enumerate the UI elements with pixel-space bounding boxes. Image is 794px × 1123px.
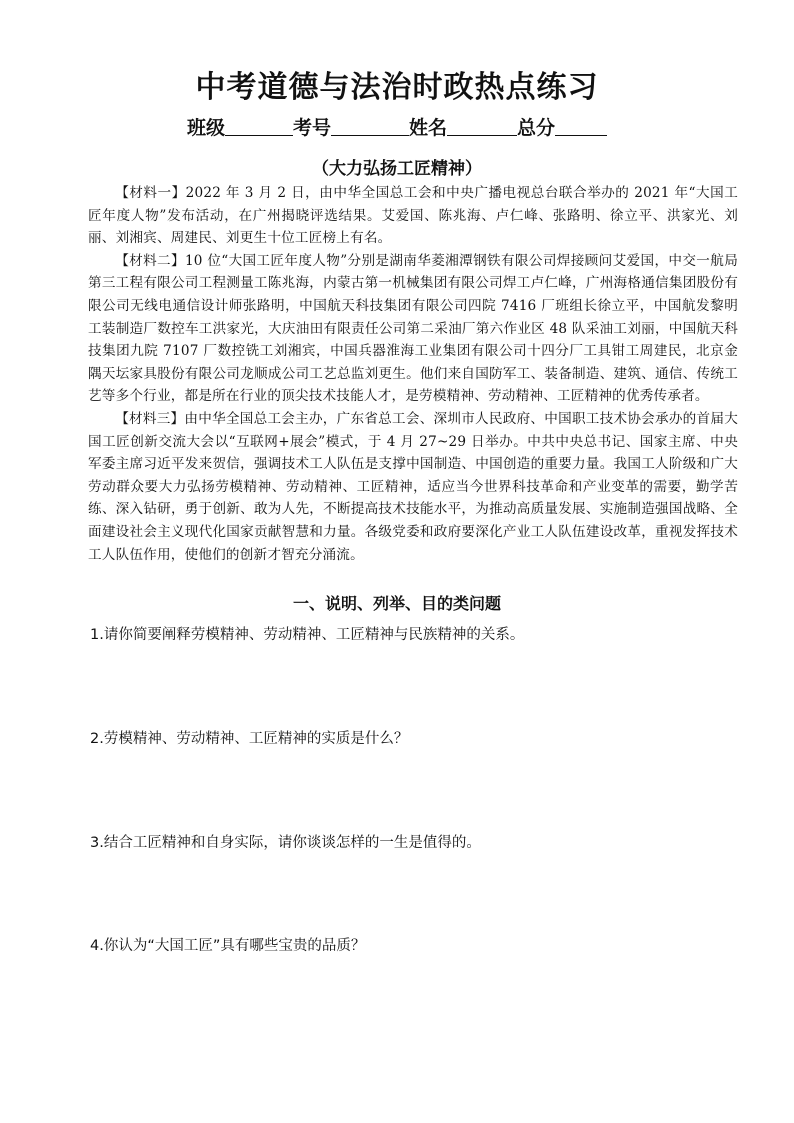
topic-subtitle: （大力弘扬工匠精神） [312, 159, 482, 179]
student-info-line [0, 113, 794, 140]
question-1: 1.请你简要阐释劳模精神、劳动精神、工匠精神与民族精神的关系。 [90, 627, 525, 643]
class-blank[interactable] [225, 117, 293, 136]
question-4: 4.你认为“大国工匠”具有哪些宝贵的品质？ [90, 938, 366, 954]
name-blank[interactable] [447, 117, 517, 136]
section-title: 一、说明、列举、目的类问题 [292, 594, 501, 613]
material-1: 【材料一】2022 年 3 月 2 日，由中华全国总工会和中央广播电视总台联合举办的 2021 年“大国工匠年度人物”发布活动，在广州揭晓评选结果。艾爱国、陈兆海、卢仁峰、张路明、徐立平、洪家光、刘丽、刘湘宾、周建民、刘更生十位工匠榜上有名。 [88, 185, 738, 247]
question-2: 2.劳模精神、劳动精神、工匠精神的实质是什么？ [90, 731, 409, 747]
score-blank[interactable] [555, 117, 607, 136]
question-3: 3.结合工匠精神和自身实际，请你谈谈怎样的一生是值得的。 [90, 835, 481, 851]
exam-no-blank[interactable] [331, 117, 409, 136]
name-label: 姓名 [409, 117, 448, 139]
exam-no-label: 考号 [292, 117, 331, 139]
material-3: 【材料三】由中华全国总工会主办，广东省总工会、深圳市人民政府、中国职工技术协会承办的首届大国工匠创新交流大会以“互联网+展会”模式，于 4 月 27~29 日举办。中共中央总书记、国家主席、中央军委主席习近平发来贺信，强调技术工人队伍是支撑中国制造、中国创造的重要力量。我国工人阶级和广大劳动群众要大力弘扬劳模精神、劳动精神、工匠精神，适应当今世界科技革命和产业变革的需要，勤学苦练、深入钻研，勇于创新、敢为人先，不断提高技术技能水平，为推动高质量发展、实施制造强国战略、全面建设社会主义现代化国家贡献智慧和力量。各级党委和政府要深化产业工人队伍建设改革，重视发挥技术工人队伍作用，使他们的创新才智充分涌流。 [88, 410, 738, 563]
score-label: 总分 [517, 117, 556, 139]
material-2: 【材料二】10 位“大国工匠年度人物”分别是湖南华菱湘潭钢铁有限公司焊接顾问艾爱国，中交一航局第三工程有限公司工程测量工陈兆海，内蒙古第一机械集团有限公司焊工卢仁峰，广州海格通信集团股份有限公司无线电通信设计师张路明，中国航天科技集团有限公司四院 7416 厂班组长徐立平，中国航发黎明工装制造厂数控车工洪家光，大庆油田有限责任公司第二采油厂第六作业区 48 队采油工刘丽，中国航天科技集团九院 7107 厂数控铣工刘湘宾，中国兵器淮海工业集团有限公司十四分厂工具钳工周建民，北京金隅天坛家具股份有限公司龙顺成公司工艺总监刘更生。他们来自国防军工、装备制造、建筑、通信、传统工艺等多个行业，都是所在行业的顶尖技术技能人才，是劳模精神、劳动精神、工匠精神的优秀传承者。 [88, 252, 738, 405]
page-title: 中考道德与法治时政热点练习 [195, 70, 599, 105]
class-label: 班级 [186, 117, 225, 139]
materials-block [88, 182, 738, 566]
